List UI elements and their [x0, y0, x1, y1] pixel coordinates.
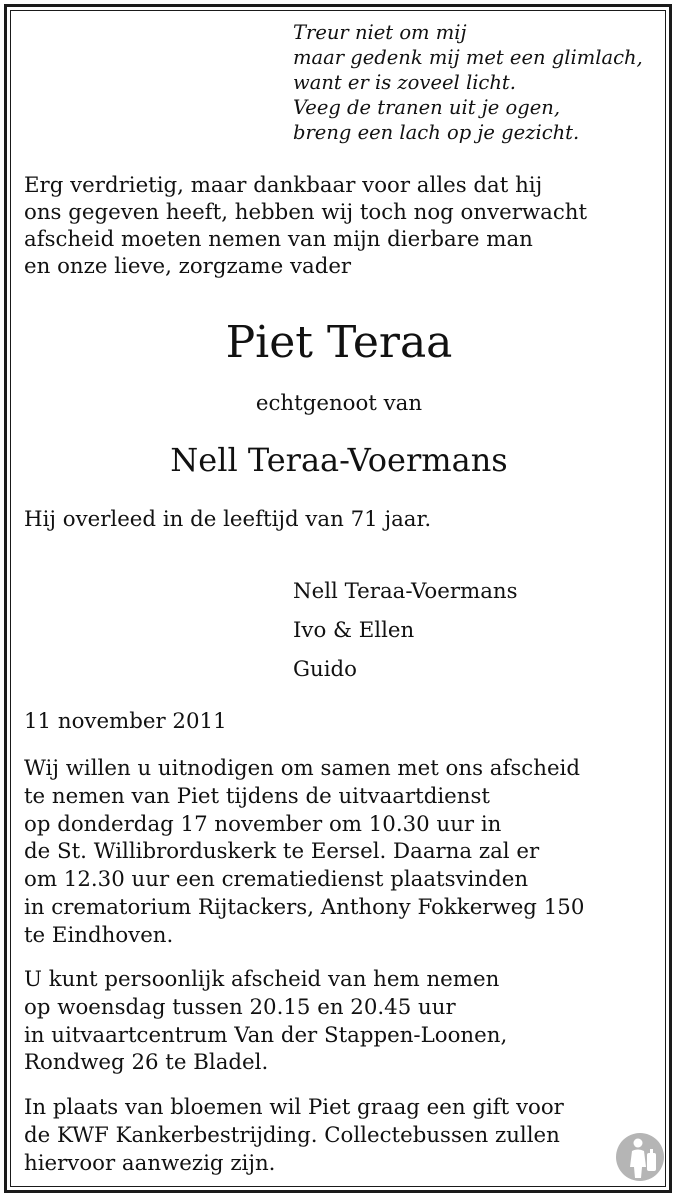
- donation-paragraph: [24, 1094, 664, 1177]
- intro-line: en onze lieve, zorgzame vader: [24, 254, 352, 279]
- donation-line: hiervoor aanwezig zijn.: [24, 1150, 276, 1176]
- service-line: de St. Willibrorduskerk te Eersel. Daarna zal er: [24, 839, 540, 865]
- service-paragraph: [24, 755, 664, 950]
- service-line: om 12.30 uur een crematiedienst plaatsvinden: [24, 867, 529, 893]
- family-member: Nell Teraa-Voermans: [293, 579, 518, 604]
- intro-text: [24, 172, 664, 280]
- donation-line: de KWF Kankerbestrijding. Collectebussen zullen: [24, 1122, 560, 1148]
- visit-paragraph: [24, 966, 664, 1077]
- poem-line: maar gedenk mij met een glimlach,: [293, 46, 643, 69]
- spouse-name: Nell Teraa-Voermans: [170, 441, 508, 479]
- donation-line: In plaats van bloemen wil Piet graag een gift voor: [24, 1095, 564, 1120]
- service-line: Wij willen u uitnodigen om samen met ons afscheid: [24, 756, 580, 781]
- visit-line: U kunt persoonlijk afscheid van hem nemen: [24, 967, 500, 992]
- deceased-name: Piet Teraa: [225, 317, 453, 368]
- poem-line: breng een lach op je gezicht.: [293, 121, 580, 144]
- visit-line: op woensdag tussen 20.15 en 20.45 uur: [24, 994, 456, 1020]
- service-line: te nemen van Piet tijdens de uitvaartdienst: [24, 783, 490, 809]
- service-line: op donderdag 17 november om 10.30 uur in: [24, 811, 502, 837]
- age-statement: Hij overleed in de leeftijd van 71 jaar.: [24, 507, 432, 532]
- service-line: te Eindhoven.: [24, 922, 174, 948]
- family-member: Guido: [293, 657, 357, 682]
- intro-line: ons gegeven heeft, hebben wij toch nog onverwacht: [24, 200, 588, 225]
- intro-line: Erg verdrietig, maar dankbaar voor alles dat hij: [24, 173, 543, 198]
- spouse-label: echtgenoot van: [255, 391, 423, 416]
- notice-date: 11 november 2011: [24, 709, 227, 734]
- family-member: Ivo & Ellen: [293, 618, 415, 643]
- poem-line: want er is zoveel licht.: [293, 71, 516, 94]
- visit-line: Rondweg 26 te Bladel.: [24, 1050, 269, 1076]
- poem: [293, 20, 663, 145]
- service-line: in crematorium Rijtackers, Anthony Fokkerweg 150: [24, 894, 585, 920]
- poem-line: Treur niet om mij: [293, 21, 467, 44]
- intro-line: afscheid moeten nemen van mijn dierbare man: [24, 227, 533, 252]
- memorial-figure-icon: [614, 1131, 666, 1183]
- poem-line: Veeg de tranen uit je ogen,: [293, 96, 561, 119]
- visit-line: in uitvaartcentrum Van der Stappen-Loonen,: [24, 1022, 508, 1048]
- family-list: [293, 572, 518, 689]
